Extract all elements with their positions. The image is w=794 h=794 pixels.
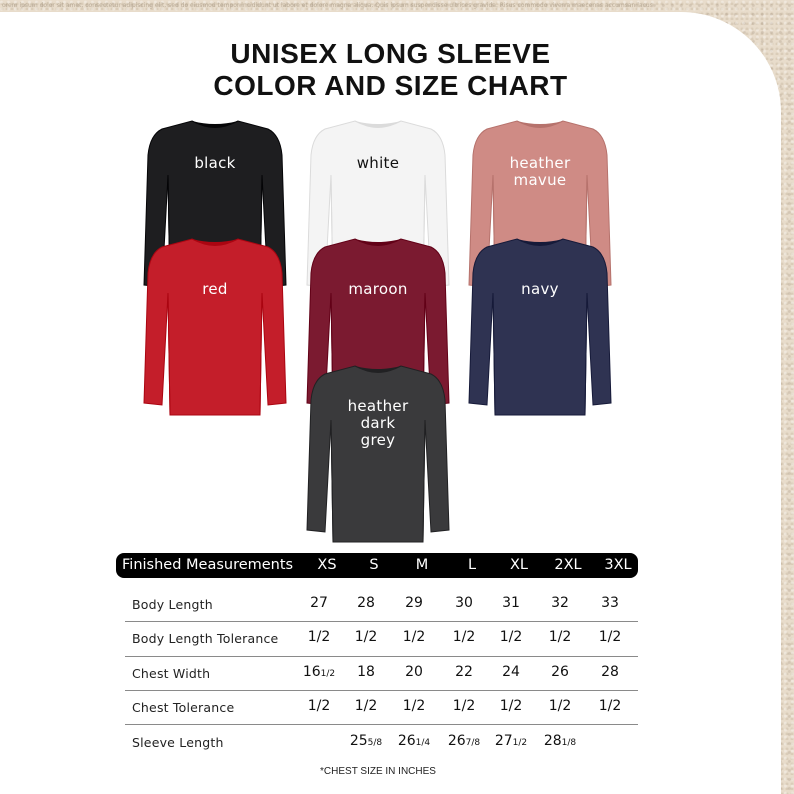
row-label: Chest Tolerance bbox=[132, 700, 235, 715]
table-cell: 32 bbox=[551, 595, 569, 611]
table-cell: 28 bbox=[357, 595, 375, 611]
row-label: Chest Width bbox=[132, 666, 211, 681]
table-cell: 1/2 bbox=[598, 698, 622, 714]
table-cell: 267/8 bbox=[447, 733, 481, 749]
table-cell: 28 bbox=[601, 664, 619, 680]
title-line-1: UNISEX LONG SLEEVE bbox=[230, 38, 551, 69]
table-cell: 1/2 bbox=[452, 698, 476, 714]
row-divider bbox=[125, 690, 638, 691]
size-header-xl: XL bbox=[509, 557, 528, 573]
table-cell: 271/2 bbox=[494, 733, 528, 749]
size-header-xs: XS bbox=[317, 557, 337, 573]
shirt-color-label: maroon bbox=[348, 280, 408, 298]
table-cell: 1/2 bbox=[307, 698, 331, 714]
table-cell: 24 bbox=[502, 664, 520, 680]
shirt-color-label: black bbox=[194, 154, 236, 172]
footnote: *CHEST SIZE IN INCHES bbox=[320, 766, 436, 777]
table-cell: 27 bbox=[310, 595, 328, 611]
long-sleeve-shirt-icon bbox=[140, 233, 290, 418]
table-cell: 255/8 bbox=[349, 733, 383, 749]
row-label: Body Length Tolerance bbox=[132, 631, 279, 646]
table-cell: 161/2 bbox=[302, 664, 336, 680]
page-title bbox=[0, 38, 781, 102]
table-cell: 26 bbox=[551, 664, 569, 680]
table-cell: 1/2 bbox=[499, 629, 523, 645]
table-cell: 1/2 bbox=[548, 629, 572, 645]
table-cell: 33 bbox=[601, 595, 619, 611]
table-cell: 1/2 bbox=[402, 629, 426, 645]
table-cell: 1/2 bbox=[354, 698, 378, 714]
lorem-ipsum-strip: orem ipsum dolor sit amet, consectetur adipiscing elit, sed do eiusmod tempor incididunt ut labore et dolore magna aliqua. Quis ipsum suspendisse ultrices gravida. Risus commodo viverra maecenas accumsan lacus bbox=[2, 2, 653, 9]
table-cell: 1/2 bbox=[402, 698, 426, 714]
table-cell: 1/2 bbox=[452, 629, 476, 645]
shirt-color-label: navy bbox=[521, 280, 559, 298]
table-header bbox=[116, 553, 638, 578]
shirt-red bbox=[140, 233, 290, 418]
shirt-heather-dark-grey bbox=[303, 360, 453, 545]
size-header-2xl: 2XL bbox=[554, 557, 582, 573]
shirt-color-label: heather mavue bbox=[509, 154, 571, 189]
size-header-l: L bbox=[467, 557, 477, 573]
long-sleeve-shirt-icon bbox=[465, 233, 615, 418]
shirt-navy bbox=[465, 233, 615, 418]
table-cell: 1/2 bbox=[307, 629, 331, 645]
shirt-color-label: red bbox=[202, 280, 228, 298]
size-header-m: M bbox=[415, 557, 429, 573]
row-divider bbox=[125, 724, 638, 725]
row-label: Body Length bbox=[132, 597, 213, 612]
table-cell: 29 bbox=[405, 595, 423, 611]
table-cell: 1/2 bbox=[548, 698, 572, 714]
table-cell: 261/4 bbox=[397, 733, 431, 749]
table-cell: 281/8 bbox=[543, 733, 577, 749]
header-label: Finished Measurements bbox=[122, 557, 294, 573]
table-cell: 20 bbox=[405, 664, 423, 680]
size-header-s: S bbox=[369, 557, 379, 573]
title-line-2: COLOR AND SIZE CHART bbox=[213, 70, 568, 101]
table-cell: 31 bbox=[502, 595, 520, 611]
row-label: Sleeve Length bbox=[132, 735, 224, 750]
row-divider bbox=[125, 656, 638, 657]
table-cell: 18 bbox=[357, 664, 375, 680]
shirt-color-label: white bbox=[356, 154, 400, 172]
table-cell: 22 bbox=[455, 664, 473, 680]
table-cell: 1/2 bbox=[598, 629, 622, 645]
table-cell: 30 bbox=[455, 595, 473, 611]
row-divider bbox=[125, 621, 638, 622]
table-cell: 1/2 bbox=[354, 629, 378, 645]
long-sleeve-shirt-icon bbox=[303, 360, 453, 545]
table-cell: 1/2 bbox=[499, 698, 523, 714]
shirt-color-label: heather dark grey bbox=[347, 397, 409, 449]
size-header-3xl: 3XL bbox=[604, 557, 632, 573]
